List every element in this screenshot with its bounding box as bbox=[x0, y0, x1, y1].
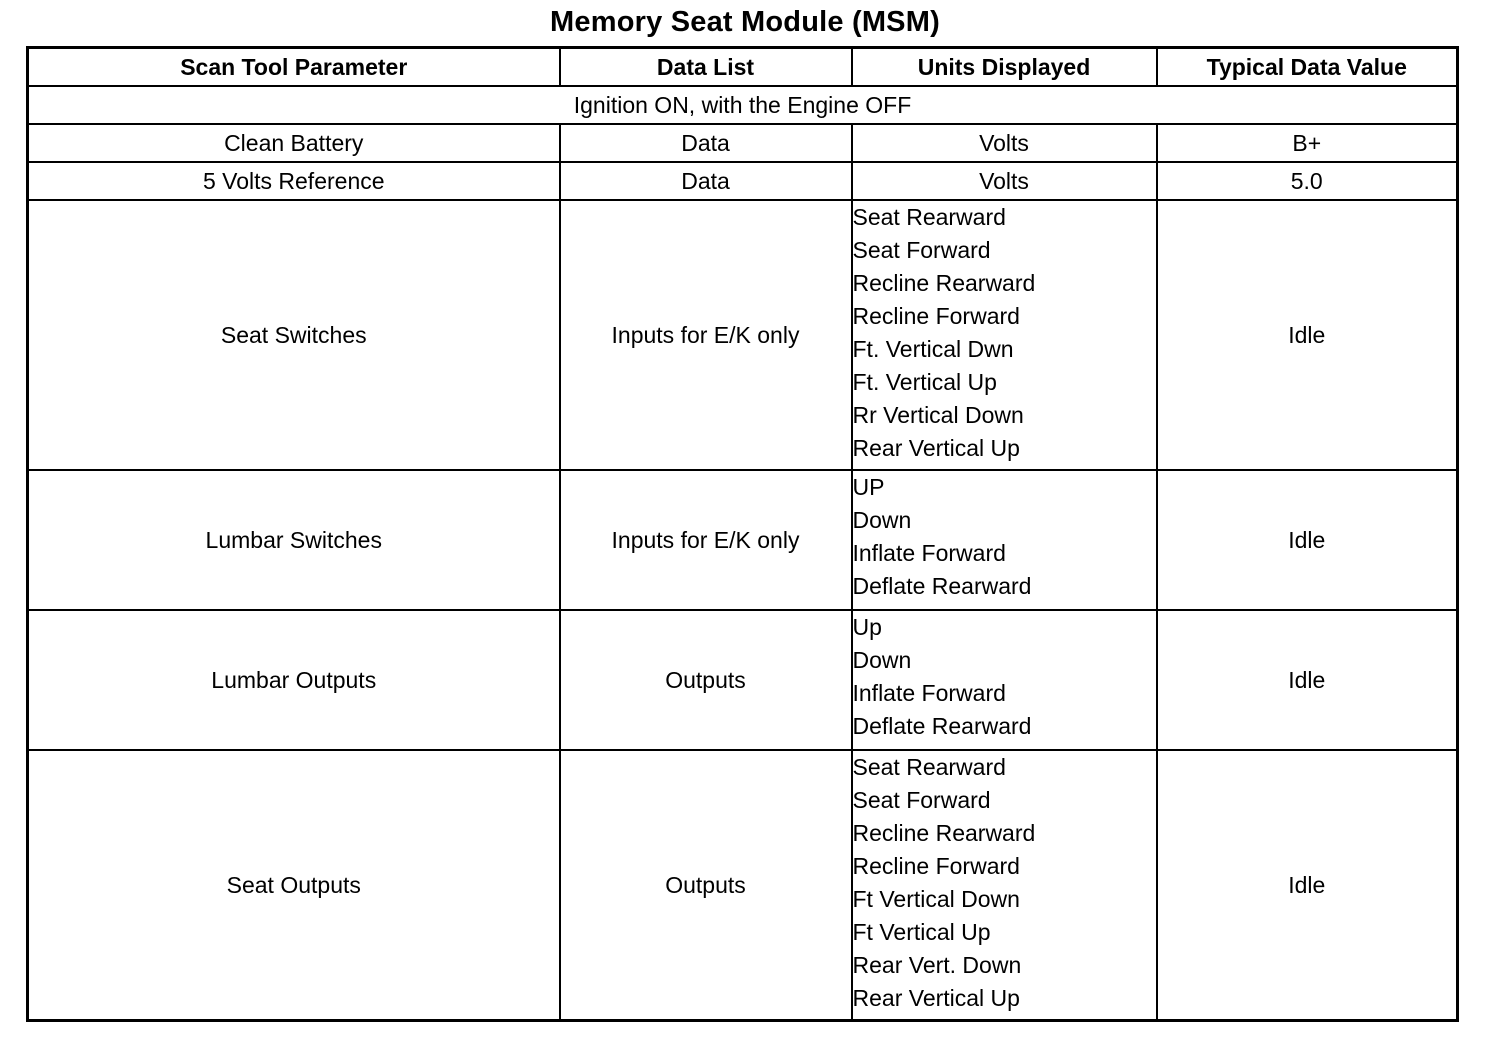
unit-item: Ft Vertical Up bbox=[852, 919, 991, 945]
typical-value-cell: 5.0 bbox=[1157, 162, 1458, 200]
typical-value-cell: Idle bbox=[1157, 200, 1458, 470]
unit-item: Down bbox=[852, 647, 912, 673]
unit-item: Up bbox=[852, 614, 882, 640]
header-units-displayed: Units Displayed bbox=[852, 48, 1157, 87]
unit-item: Ft. Vertical Up bbox=[852, 369, 997, 395]
condition-cell: Ignition ON, with the Engine OFF bbox=[28, 86, 1458, 124]
header-data-list: Data List bbox=[560, 48, 852, 87]
page-title: Memory Seat Module (MSM) bbox=[550, 6, 940, 38]
unit-item: Deflate Rearward bbox=[852, 573, 1032, 599]
table-row bbox=[28, 470, 1458, 610]
unit-item: Rear Vertical Up bbox=[852, 985, 1020, 1011]
unit-item: Recline Rearward bbox=[852, 820, 1036, 846]
units-cell: Volts bbox=[852, 162, 1157, 200]
units-cell bbox=[852, 470, 1157, 610]
unit-item: Rear Vertical Up bbox=[852, 435, 1020, 461]
unit-item: UP bbox=[852, 474, 885, 500]
table-row bbox=[28, 610, 1458, 750]
unit-item: Seat Forward bbox=[852, 787, 991, 813]
parameter-cell: Clean Battery bbox=[28, 124, 560, 162]
units-cell: Volts bbox=[852, 124, 1157, 162]
unit-item: Ft Vertical Down bbox=[852, 886, 1020, 912]
header-row bbox=[28, 48, 1458, 87]
data-list-cell: Inputs for E/K only bbox=[560, 470, 852, 610]
units-cell bbox=[852, 200, 1157, 470]
typical-value-cell: Idle bbox=[1157, 470, 1458, 610]
data-list-cell: Outputs bbox=[560, 750, 852, 1021]
unit-item: Rear Vert. Down bbox=[852, 952, 1022, 978]
typical-value-cell: Idle bbox=[1157, 610, 1458, 750]
parameter-cell: Lumbar Outputs bbox=[28, 610, 560, 750]
table-row bbox=[28, 750, 1458, 1021]
unit-item: Deflate Rearward bbox=[852, 713, 1032, 739]
table-row bbox=[28, 162, 1458, 200]
msm-data-table bbox=[26, 46, 1459, 1022]
unit-item: Rr Vertical Down bbox=[852, 402, 1024, 428]
parameter-cell: Seat Switches bbox=[28, 200, 560, 470]
table-row bbox=[28, 200, 1458, 470]
unit-item: Inflate Forward bbox=[852, 540, 1006, 566]
unit-item: Down bbox=[852, 507, 912, 533]
unit-item: Inflate Forward bbox=[852, 680, 1006, 706]
parameter-cell: Seat Outputs bbox=[28, 750, 560, 1021]
unit-item: Ft. Vertical Dwn bbox=[852, 336, 1014, 362]
units-cell bbox=[852, 750, 1157, 1021]
condition-row bbox=[28, 86, 1458, 124]
parameter-cell: 5 Volts Reference bbox=[28, 162, 560, 200]
table-row bbox=[28, 124, 1458, 162]
data-list-cell: Inputs for E/K only bbox=[560, 200, 852, 470]
data-list-cell: Data bbox=[560, 124, 852, 162]
unit-item: Seat Forward bbox=[852, 237, 991, 263]
header-typical-data-value: Typical Data Value bbox=[1157, 48, 1458, 87]
data-list-cell: Outputs bbox=[560, 610, 852, 750]
header-scan-tool-parameter: Scan Tool Parameter bbox=[28, 48, 560, 87]
units-cell bbox=[852, 610, 1157, 750]
data-list-cell: Data bbox=[560, 162, 852, 200]
unit-item: Recline Forward bbox=[852, 853, 1020, 879]
unit-item: Seat Rearward bbox=[852, 754, 1006, 780]
unit-item: Recline Rearward bbox=[852, 270, 1036, 296]
typical-value-cell: Idle bbox=[1157, 750, 1458, 1021]
parameter-cell: Lumbar Switches bbox=[28, 470, 560, 610]
unit-item: Recline Forward bbox=[852, 303, 1020, 329]
unit-item: Seat Rearward bbox=[852, 204, 1006, 230]
typical-value-cell: B+ bbox=[1157, 124, 1458, 162]
